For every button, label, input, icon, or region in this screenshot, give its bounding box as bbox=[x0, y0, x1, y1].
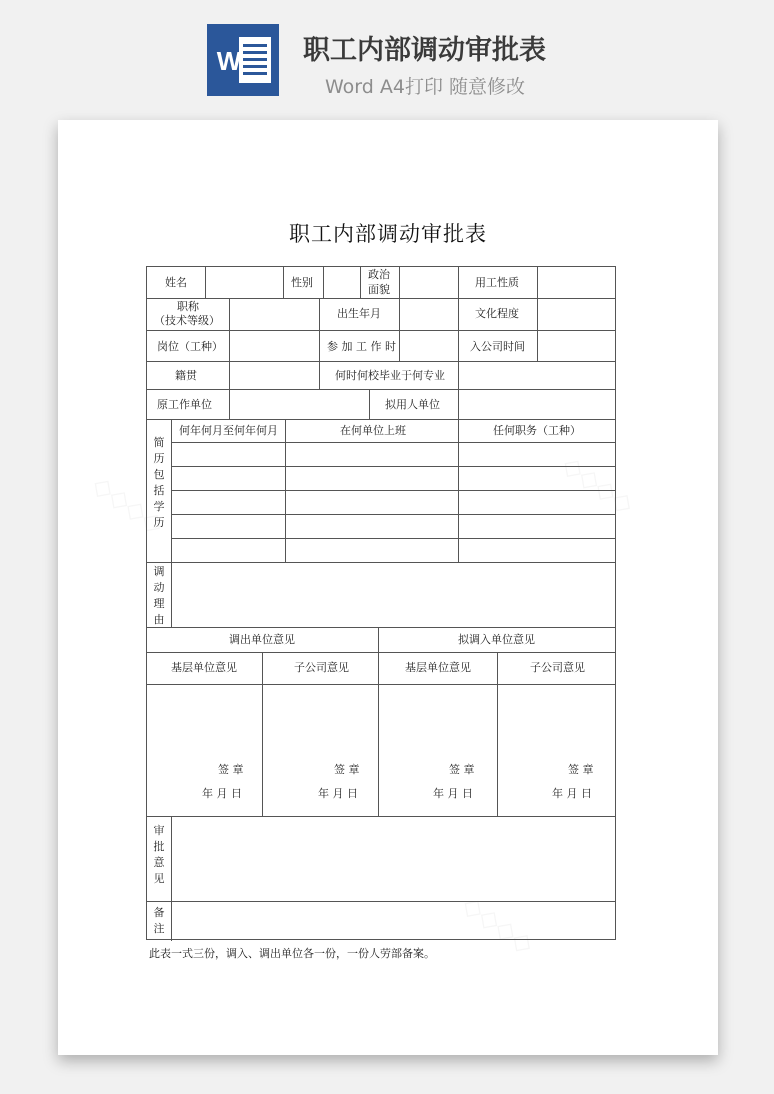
document-page bbox=[58, 120, 718, 1055]
label-target-unit: 拟用人单位 bbox=[385, 398, 440, 411]
label-reason-vertical: 调 动 理 由 bbox=[153, 565, 165, 626]
label-employment-type: 用工性质 bbox=[475, 276, 519, 289]
label-sub-opinion-out: 子公司意见 bbox=[294, 661, 349, 674]
label-work-start: 参 加 工 作 时 bbox=[327, 340, 396, 353]
page-subtitle: Word A4打印 随意修改 bbox=[325, 76, 526, 98]
label-politics-1: 政治 bbox=[368, 268, 390, 281]
word-logo-letter: W bbox=[216, 46, 242, 76]
label-out-opinion: 调出单位意见 bbox=[229, 633, 295, 646]
label-birth: 出生年月 bbox=[337, 307, 381, 320]
document-title: 职工内部调动审批表 bbox=[289, 222, 487, 246]
label-resume-vertical: 简 历 包 括 学 历 bbox=[153, 436, 165, 529]
date-label: 年 月 日 bbox=[202, 787, 242, 800]
date-label: 年 月 日 bbox=[318, 787, 358, 800]
resume-col-unit: 在何单位上班 bbox=[340, 424, 406, 437]
label-gender: 性别 bbox=[291, 276, 313, 289]
label-origin: 籍贯 bbox=[175, 369, 197, 382]
label-sub-opinion-in: 子公司意见 bbox=[530, 661, 585, 674]
date-label: 年 月 日 bbox=[433, 787, 473, 800]
label-base-opinion-out: 基层单位意见 bbox=[171, 661, 237, 674]
footnote: 此表一式三份，调入、调出单位各一份，一份人劳部备案。 bbox=[149, 947, 435, 960]
label-in-opinion: 拟调入单位意见 bbox=[458, 633, 535, 646]
label-name: 姓名 bbox=[165, 276, 187, 289]
sign-label: 签 章 bbox=[334, 763, 360, 776]
label-orig-unit: 原工作单位 bbox=[157, 398, 212, 411]
label-approve-vertical: 审 批 意 见 bbox=[153, 824, 165, 885]
resume-col-duty: 任何职务（工种） bbox=[493, 424, 581, 437]
label-education: 文化程度 bbox=[475, 307, 519, 320]
date-label: 年 月 日 bbox=[552, 787, 592, 800]
word-icon bbox=[207, 24, 279, 96]
label-position: 岗位（工种） bbox=[157, 340, 223, 353]
label-graduation: 何时何校毕业于何专业 bbox=[335, 369, 445, 382]
label-remark-vertical: 备 注 bbox=[153, 906, 165, 935]
label-title-2: （技术等级） bbox=[154, 314, 220, 327]
label-join-date: 入公司时间 bbox=[470, 340, 525, 353]
label-title-1: 职称 bbox=[177, 300, 199, 313]
sign-label: 签 章 bbox=[218, 763, 244, 776]
page-title: 职工内部调动审批表 bbox=[303, 35, 546, 66]
resume-col-period: 何年何月至何年何月 bbox=[179, 424, 278, 437]
sign-label: 签 章 bbox=[449, 763, 475, 776]
sign-label: 签 章 bbox=[568, 763, 594, 776]
approval-form-table bbox=[146, 266, 616, 940]
label-politics-2: 面貌 bbox=[368, 283, 390, 296]
header-bar bbox=[0, 0, 774, 112]
label-base-opinion-in: 基层单位意见 bbox=[405, 661, 471, 674]
